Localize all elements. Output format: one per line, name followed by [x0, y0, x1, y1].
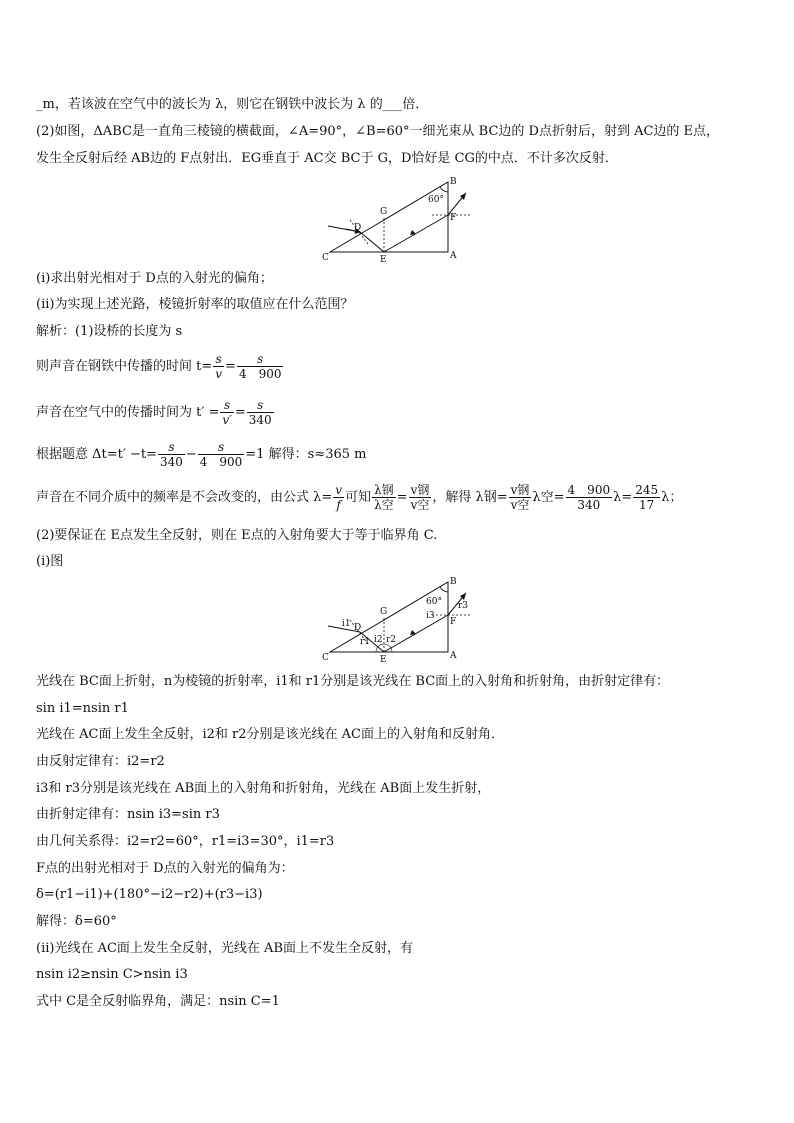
equation-air-time: 声音在空气中的传播时间为 t′ = $\frac{s}{v'}$ = $\frac{s}{340}$ [36, 398, 272, 427]
fig2-label-b: B [450, 577, 457, 587]
fig2-label-c: C [322, 653, 329, 663]
deviation-intro: F点的出射光相对于 D点的入射光的偏角为： [36, 861, 294, 876]
total-reflection-ac-text: 光线在 AC面上发生全反射，i2和 r2分别是该光线在 AC面上的入射角和反射角． [36, 727, 504, 742]
fig2-label-r2: r2 [386, 635, 397, 645]
figure-prism-1 [320, 172, 480, 264]
equation-steel-time: 则声音在钢铁中传播的时间 t= $\frac{s}{v}$ = $\frac{s}{4 900}$ [36, 352, 282, 381]
geometry-relations: 由几何关系得：i2=r2=60°，r1=i3=30°，i1=r3 [36, 834, 335, 849]
fig2-label-d: D [354, 623, 362, 633]
snell-law-bc: sin i1=nsin r1 [36, 701, 129, 716]
fig1-label-d: D [354, 223, 362, 233]
fig2-label-i2: i2 [374, 635, 383, 645]
inequality: nsin i2≥nsin C>nsin i3 [36, 967, 188, 982]
sub-question-1: (ⅰ)求出射光相对于 D点的入射光的偏角； [36, 271, 273, 286]
fig2-label-r1: r1 [360, 637, 371, 647]
fig1-angle-label: 60° [428, 195, 444, 205]
figure-prism-2 [320, 574, 480, 666]
refraction-bc-text: 光线在 BC面上折射，n为棱镜的折射率，i1和 r1分别是该光线在 BC面上的入射角和折射角，由折射定律有： [36, 674, 670, 689]
equation-wavelength: 声音在不同介质中的频率是不会改变的，由公式 λ= $\frac{v}{f}$ 可知 $\frac{\text{λ钢}}{\text{λ空}}$ = $\frac{\text{v钢}}{\text{v空}}$ ，解得 λ钢= $\frac{\text{v钢}}{\text{v空}}$ λ空= $\frac{4 900}{340}$ λ= $\frac{245}{17}$ λ； [36, 483, 683, 512]
figure-caption: (ⅰ)图 [36, 554, 64, 569]
text-line-1: _m，若该波在空气中的波长为 λ，则它在钢铁中波长为 λ 的___倍． [36, 97, 429, 112]
solution-part-2: (2)要保证在 E点发生全反射，则在 E点的入射角要大于等于临界角 C. [36, 528, 438, 543]
critical-angle-definition: 式中 C是全反射临界角，满足：nsin C=1 [36, 994, 280, 1009]
sub-question-2: (ⅱ)为实现上述光路，棱镜折射率的取值应在什么范围？ [36, 297, 354, 312]
solution-intro: 解析：(1)设桥的长度为 s [36, 324, 183, 339]
question-2-line-2: 发生全反射后经 AB边的 F点射出．EG垂直于 AC交 BC于 G，D恰好是 CG的中点．不计多次反射． [36, 151, 618, 166]
fig1-label-c: C [322, 253, 329, 263]
fig1-label-e: E [380, 255, 387, 264]
question-2-line-1: (2)如图，ΔABC是一直角三棱镜的横截面，∠A=90°，∠B=60°一细光束从 BC边的 D点折射后，射到 AC边的 E点， [36, 124, 720, 139]
fig1-label-a: A [450, 251, 457, 261]
part-ii-condition: (ⅱ)光线在 AC面上发生全反射，光线在 AB面上不发生全反射，有 [36, 941, 414, 956]
fig2-label-e: E [380, 655, 387, 665]
refraction-ab-text: i3和 r3分别是该光线在 AB面上的入射角和折射角，光线在 AB面上发生折射， [36, 781, 491, 796]
fig2-label-i3: i3 [426, 611, 435, 621]
fig2-label-i1: i1 [342, 619, 351, 629]
fig2-label-a: A [450, 651, 457, 661]
fig1-label-f: F [450, 213, 457, 223]
deviation-formula: δ=(r1−i1)+(180°−i2−r2)+(r3−i3) [36, 887, 263, 902]
fig1-label-b: B [450, 177, 457, 187]
fig2-label-f: F [450, 617, 457, 627]
equation-time-difference: 根据题意 Δt=t′ −t= $\frac{s}{340}$ − $\frac{s}{4 900}$ =1 解得：s≈365 m [36, 440, 367, 469]
fig2-label-r3: r3 [458, 601, 469, 611]
fig2-label-g: G [380, 607, 388, 617]
reflection-law: 由反射定律有：i2=r2 [36, 754, 165, 769]
snell-law-ab: 由折射定律有：nsin i3=sin r3 [36, 807, 220, 822]
fig2-angle-label: 60° [426, 597, 442, 607]
fig1-label-g: G [380, 207, 388, 217]
deviation-result: 解得：δ=60° [36, 914, 117, 929]
